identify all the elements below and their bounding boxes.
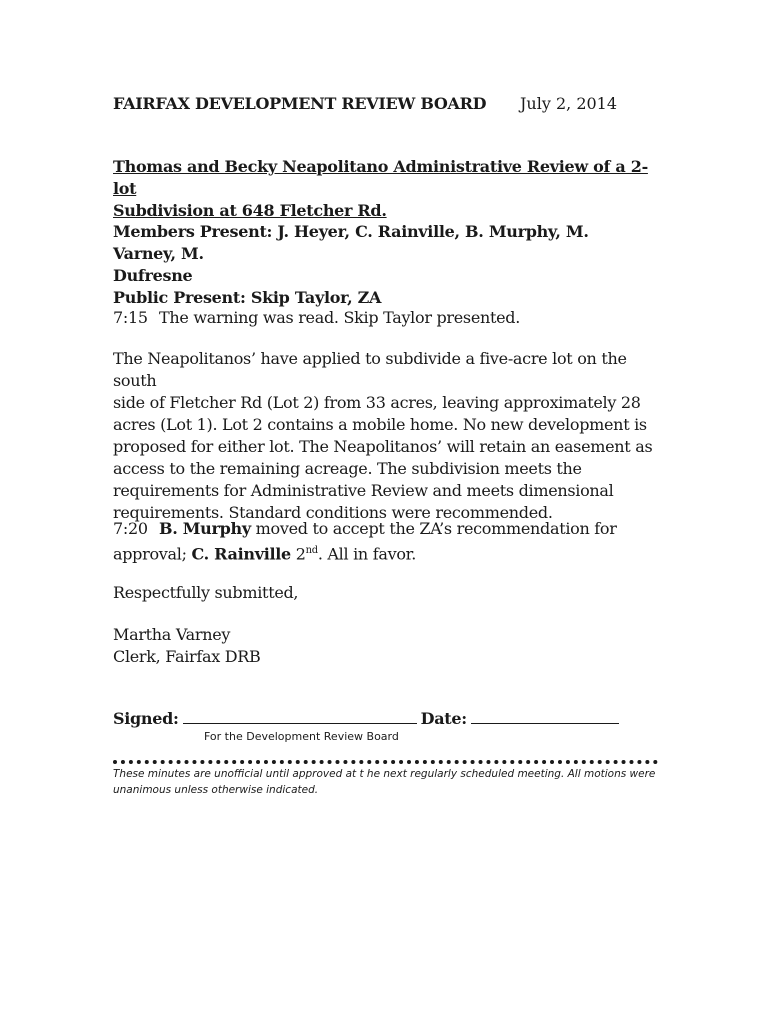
signature-row — [113, 708, 633, 730]
signature-caption: For the Development Review Board — [204, 730, 399, 743]
members-present-line-2: Dufresne — [113, 266, 193, 285]
signed-label: Signed: — [113, 709, 179, 728]
warning-paragraph — [113, 307, 658, 329]
motion-line-2 — [113, 540, 658, 565]
body-line: proposed for either lot. The Neapolitanos’ will retain an easement as — [113, 437, 653, 456]
public-present: Public Present: Skip Taylor, ZA — [113, 288, 382, 307]
warning-time: 7:15 — [113, 308, 148, 327]
motion-text-2-post: . All in favor. — [317, 544, 417, 564]
motion-time: 7:20 — [113, 519, 148, 538]
body-line: side of Fletcher Rd (Lot 2) from 33 acres, leaving approximately 28 — [113, 393, 641, 412]
footnote-line-1: These minutes are unofficial until approved at t he next regularly scheduled meeting. All motions were — [113, 768, 656, 780]
subject-line-2: Subdivision at 648 Fletcher Rd. — [113, 201, 387, 220]
body-line: access to the remaining acreage. The subdivision meets the — [113, 459, 582, 478]
motion-line-1 — [113, 518, 658, 540]
subject-line-1: Thomas and Becky Neapolitano Administrative Review of a 2-lot — [113, 157, 648, 198]
footnote — [113, 766, 658, 798]
warning-text: The warning was read. Skip Taylor presented. — [159, 308, 521, 327]
motion-text-2-pre: approval; — [113, 544, 192, 564]
clerk-title: Clerk, Fairfax DRB — [113, 647, 261, 666]
motion-paragraph — [113, 518, 658, 565]
motion-mover: B. Murphy — [159, 519, 251, 538]
members-present-line-1: Members Present: J. Heyer, C. Rainville, B. Murphy, M. Varney, M. — [113, 222, 589, 263]
dotted-divider — [113, 760, 658, 764]
clerk-name: Martha Varney — [113, 625, 231, 644]
motion-seconder: C. Rainville — [191, 544, 291, 564]
signature-line — [183, 709, 417, 724]
clerk-signature-block — [113, 624, 658, 668]
body-line: acres (Lot 1). Lot 2 contains a mobile home. No new development is — [113, 415, 647, 434]
subject-heading — [113, 156, 653, 222]
motion-ordinal-suffix: nd — [305, 545, 318, 556]
attendance-block — [113, 221, 653, 309]
body-line: The Neapolitanos’ have applied to subdivide a five-acre lot on the south — [113, 349, 627, 390]
discussion-paragraph — [113, 348, 658, 524]
date-line — [471, 709, 619, 724]
meeting-date: July 2, 2014 — [520, 94, 618, 113]
board-name: FAIRFAX DEVELOPMENT REVIEW BOARD — [113, 94, 487, 113]
body-line: requirements for Administrative Review and meets dimensional — [113, 481, 614, 500]
motion-text-1: moved to accept the ZA’s recommendation for — [250, 519, 617, 538]
date-label: Date: — [420, 709, 467, 728]
footnote-line-2: unanimous unless otherwise indicated. — [113, 784, 319, 796]
body-line: requirements. Standard conditions were recommended. — [113, 503, 553, 522]
respectfully-submitted: Respectfully submitted, — [113, 583, 299, 602]
motion-ordinal: 2 — [290, 544, 306, 564]
